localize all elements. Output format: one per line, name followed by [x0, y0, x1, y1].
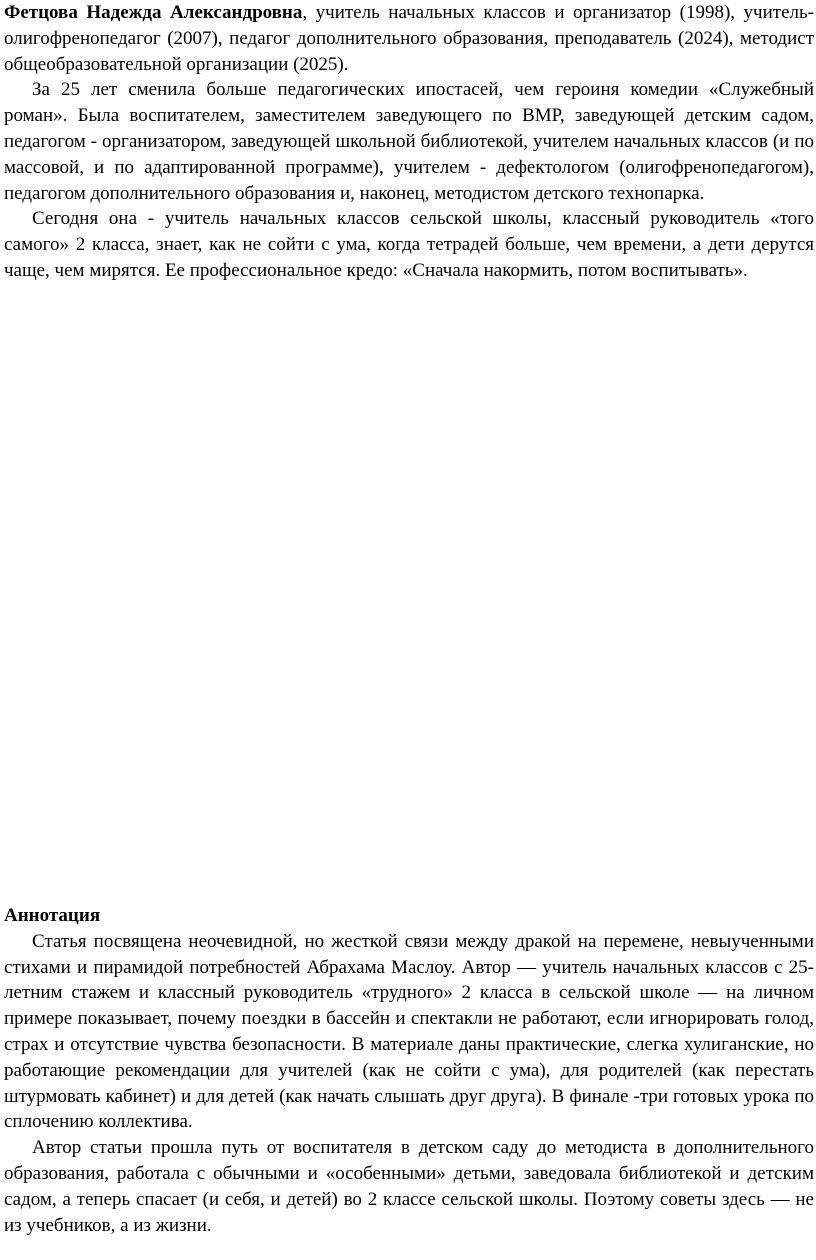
bio-paragraph-2: За 25 лет сменила больше педагогических ипостасей, чем героиня комедии «Служебный роман». Была воспитателем, заместителем заведующего по ВМР, заведующей детским садом, педагогом - организатором, заведующей школьной библиотекой, учителем начальных классов (и по массовой, и по адаптированной программе), учителем - дефектологом (олигофренопедагогом), педагогом дополнительного образования и, наконец, методистом детского технопарка.	[4, 79, 814, 204]
annotation-section	[4, 903, 814, 1238]
author-bio	[4, 0, 814, 284]
annotation-paragraph-2: Автор статьи прошла путь от воспитателя в детском саду до методиста в дополнительного образования, работала с обычными и «особенными» детьми, заведовала библиотекой и детским садом, а теперь спасает (и себя, и детей) во 2 классе сельской школы. Поэтому советы здесь — не из учебников, а из жизни.	[4, 1137, 814, 1236]
bio-intro: , учитель начальных классов и организатор (1998), учитель-олигофренопедагог (2007), педагог дополнительного образования, преподаватель (2024), методист общеобразовательной организации (2025).	[4, 2, 814, 75]
bio-paragraph-3: Сегодня она - учитель начальных классов сельской школы, классный руководитель «того самого» 2 класса, знает, как не сойти с ума, когда тетрадей больше, чем времени, а дети дерутся чаще, чем мирятся. Ее профессиональное кредо: «Сначала накормить, потом воспитывать».	[4, 208, 814, 281]
annotation-paragraph-1: Статья посвящена неочевидной, но жесткой связи между дракой на перемене, невыученными стихами и пирамидой потребностей Абрахама Маслоу. Автор — учитель начальных классов с 25-летним стажем и классный руководитель «трудного» 2 класса в сельской школе — на личном примере показывает, почему поездки в бассейн и спектакли не работают, если игнорировать голод, страх и отсутствие чувства безопасности. В материале даны практические, слегка хулиганские, но работающие рекомендации для учителей (как не сойти с ума), для родителей (как перестать штурмовать кабинет) и для детей (как начать слышать друг друга). В финале -три готовых урока по сплочению коллектива.	[4, 930, 814, 1133]
annotation-heading: Аннотация	[4, 905, 101, 926]
author-name: Фетцова Надежда Александровна	[4, 2, 303, 23]
bio-paragraph-1	[4, 0, 814, 77]
